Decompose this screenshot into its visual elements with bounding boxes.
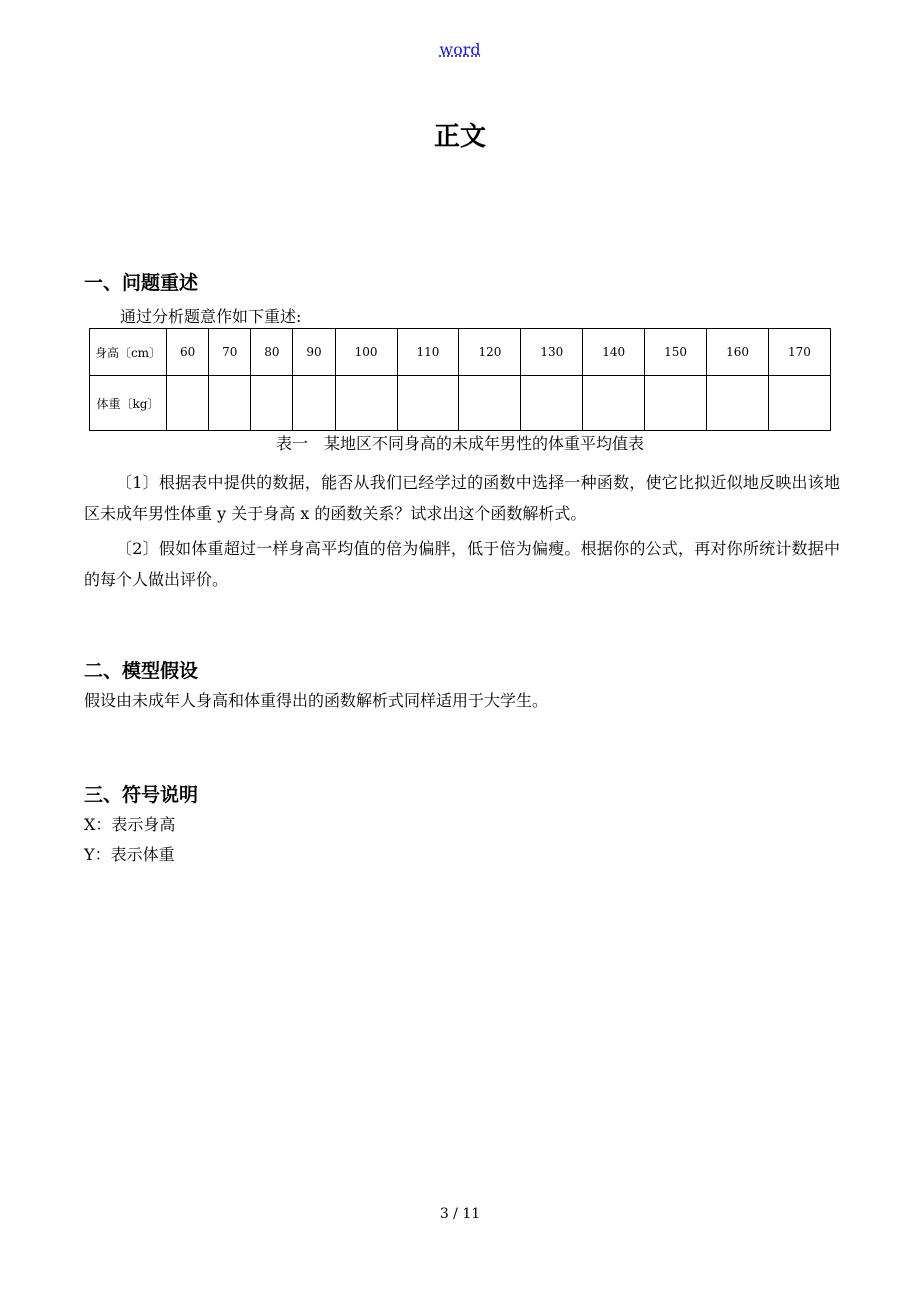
assumption-text: 假设由未成年人身高和体重得出的函数解析式同样适用于大学生。 [84,691,549,710]
table-row-height [90,329,831,376]
weight-cell [251,376,293,431]
weight-cell [583,376,645,431]
height-cell: 130 [521,329,583,376]
height-cell: 60 [167,329,209,376]
page-number: 3 / 11 [439,1206,481,1222]
height-cell: 150 [645,329,707,376]
height-cell: 110 [397,329,459,376]
weight-cell [645,376,707,431]
symbol-x: X：表示身高 [84,815,176,834]
height-cell: 120 [459,329,521,376]
question-2: 〔2〕假如体重超过一样身高平均值的倍为偏胖，低于倍为偏瘦。根据你的公式，再对你所统计数据中的每个人做出评价。 [84,539,840,589]
section-heading-symbols: 三、符号说明 [84,784,199,806]
row-label-weight: 体重〔kg〕 [90,376,167,431]
intro-text: 通过分析题意作如下重述: [120,307,302,326]
height-cell: 160 [707,329,769,376]
height-cell: 170 [768,329,830,376]
weight-cell [335,376,397,431]
height-cell: 90 [293,329,335,376]
height-cell: 80 [251,329,293,376]
weight-cell [209,376,251,431]
weight-cell [768,376,830,431]
height-cell: 140 [583,329,645,376]
height-cell: 70 [209,329,251,376]
page-title: 正文 [433,122,486,152]
weight-cell [397,376,459,431]
section-heading-assumption: 二、模型假设 [84,660,199,682]
weight-cell [167,376,209,431]
height-cell: 100 [335,329,397,376]
height-weight-table [89,328,831,431]
symbol-y: Y：表示体重 [84,845,175,864]
weight-cell [707,376,769,431]
section-heading-problem: 一、问题重述 [84,272,199,294]
row-label-height: 身高〔cm〕 [90,329,167,376]
weight-cell [293,376,335,431]
header-word-link[interactable]: word [439,40,481,59]
weight-cell [459,376,521,431]
question-1: 〔1〕根据表中提供的数据，能否从我们已经学过的函数中选择一种函数，使它比拟近似地反映出该地区未成年男性体重 y 关于身高 x 的函数关系？试求出这个函数解析式。 [84,473,840,523]
table-row-weight [90,376,831,431]
table-caption: 表一 某地区不同身高的未成年男性的体重平均值表 [275,434,644,453]
weight-cell [521,376,583,431]
